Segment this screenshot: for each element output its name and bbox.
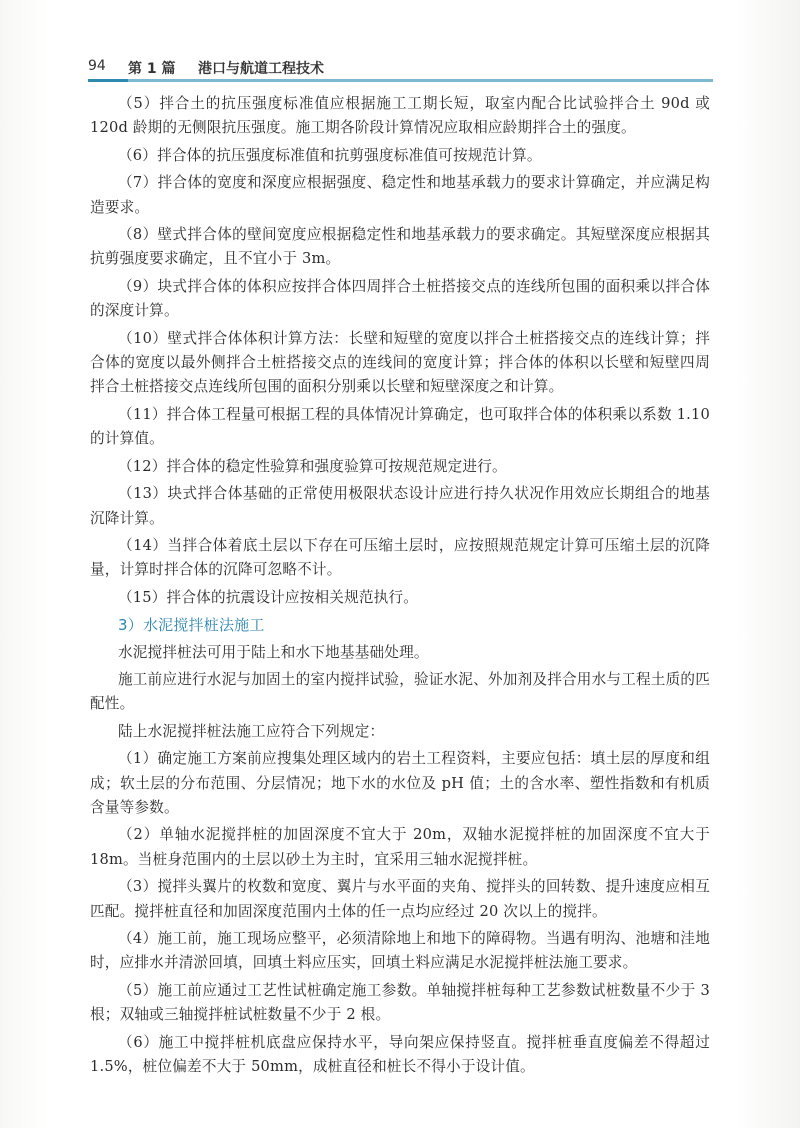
body-text [90, 92, 710, 1082]
paragraph: （7）拌合体的宽度和深度应根据强度、稳定性和地基承载力的要求计算确定，并应满足构造要求。 [90, 174, 710, 216]
page-number: 94 [88, 58, 106, 74]
paragraph: （11）拌合体工程量可根据工程的具体情况计算确定，也可取拌合体的体积乘以系数 1.10 的计算值。 [90, 405, 710, 448]
part-label: 第 1 篇 [128, 61, 176, 77]
paragraph: 陆上水泥搅拌桩法施工应符合下列规定： [118, 722, 385, 740]
running-header [88, 56, 728, 80]
paragraph: （15）拌合体的抗震设计应按相关规范执行。 [118, 588, 419, 606]
part-title: 港口与航道工程技术 [198, 61, 324, 77]
paragraph: （13）块式拌合体基础的正常使用极限状态设计应进行持久状况作用效应长期组合的地基沉降计算。 [90, 485, 710, 527]
paragraph: （6）拌合体的抗压强度标准值和抗剪强度标准值可按规范计算。 [118, 146, 542, 164]
paragraph: （4）施工前，施工现场应整平，必须清除地上和地下的障碍物。当遇有明沟、池塘和洼地时，应排水并清淤回填，回填土料应压实，回填土料应满足水泥搅拌桩法施工要求。 [90, 930, 710, 972]
paragraph: （5）施工前应通过工艺性试桩确定施工参数。单轴搅拌桩每种工艺参数试桩数量不少于 3 根；双轴或三轴搅拌桩试桩数量不少于 2 根。 [90, 981, 710, 1024]
paragraph: （9）块式拌合体的体积应按拌合体四周拌合土桩搭接交点的连线所包围的面积乘以拌合体的深度计算。 [90, 277, 710, 320]
paragraph: （12）拌合体的稳定性验算和强度验算可按规范规定进行。 [118, 457, 507, 475]
paragraph: （3）搅拌头翼片的枚数和宽度、翼片与水平面的夹角、搅拌头的回转数、提升速度应相互匹配。搅拌桩直径和加固深度范围内土体的任一点均应经过 20 次以上的搅拌。 [90, 878, 710, 920]
paragraph: （5）拌合土的抗压强度标准值应根据施工工期长短，取室内配合比试验拌合土 90d 或 120d 龄期的无侧限抗压强度。施工期各阶段计算情况应取相应龄期拌合土的强度。 [90, 95, 710, 137]
paragraph: （14）当拌合体着底土层以下存在可压缩土层时，应按照规范规定计算可压缩土层的沉降量，计算时拌合体的沉降可忽略不计。 [90, 536, 710, 579]
paragraph: （10）壁式拌合体体积计算方法：长壁和短壁的宽度以拌合土桩搭接交点的连线计算；拌合体的宽度以最外侧拌合土桩搭接交点的连线间的宽度计算；拌合体的体积以长壁和短壁四周拌合土桩搭接交点连线所包围的面积分别乘以长壁和短壁深度之和计算。 [90, 329, 710, 396]
paragraph: 施工前应进行水泥与加固土的室内搅拌试验，验证水泥、外加剂及拌合用水与工程土质的匹配性。 [90, 670, 710, 713]
paragraph: （8）壁式拌合体的壁间宽度应根据稳定性和地基承载力的要求确定。其短壁深度应根据其抗剪强度要求确定，且不宜小于 3m。 [90, 226, 710, 268]
section-heading: 3）水泥搅拌桩法施工 [118, 616, 265, 635]
paragraph: （6）施工中搅拌桩机底盘应保持水平，导向架应保持竖直。搅拌桩垂直度偏差不得超过 1.5%，桩位偏差不大于 50mm，成桩直径和桩长不得小于设计值。 [90, 1033, 710, 1076]
paragraph: （1）确定施工方案前应搜集处理区域内的岩土工程资料，主要应包括：填土层的厚度和组成；软土层的分布范围、分层情况；地下水的水位及 pH 值；土的含水率、塑性指数和有机质含量等参数。 [90, 750, 710, 816]
header-rule [88, 79, 713, 82]
paragraph: 水泥搅拌桩法可用于陆上和水下地基基础处理。 [118, 643, 429, 661]
header-rule-accent [88, 79, 128, 82]
paragraph: （2）单轴水泥搅拌桩的加固深度不宜大于 20m，双轴水泥搅拌桩的加固深度不宜大于 18m。当桩身范围内的土层以砂土为主时，宜采用三轴水泥搅拌桩。 [90, 826, 710, 868]
